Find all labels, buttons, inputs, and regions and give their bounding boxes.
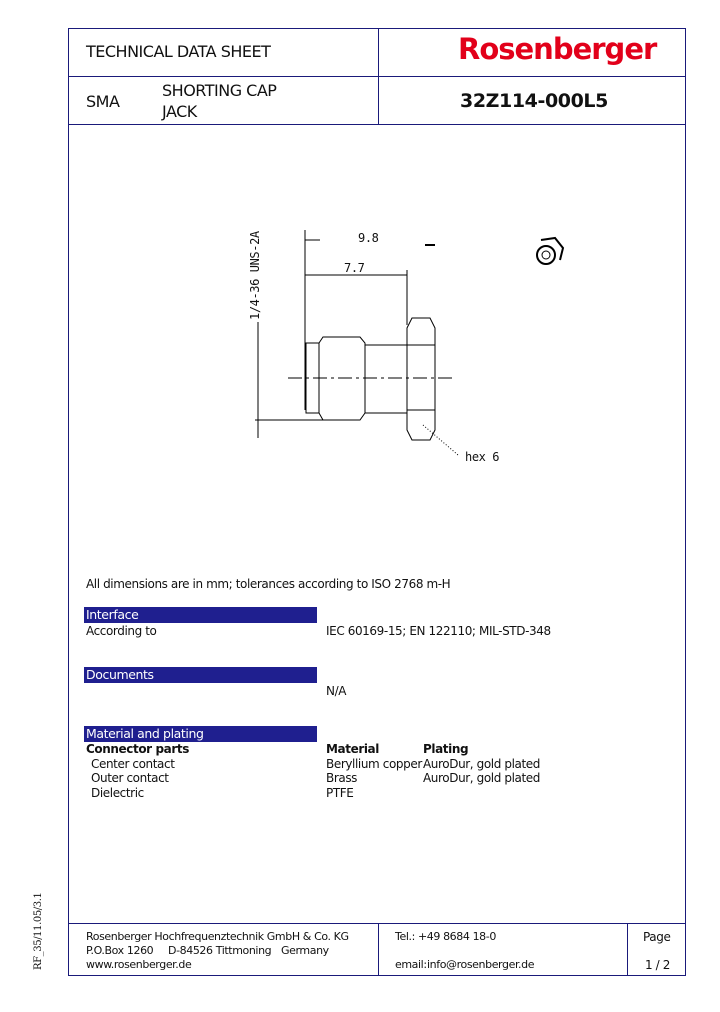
- brand-logo: Rosenberger: [458, 32, 657, 66]
- part-name: Dielectric: [91, 786, 144, 800]
- series: SMA: [86, 92, 120, 111]
- part-name: Center contact: [91, 757, 175, 771]
- telephone: Tel.: +49 8684 18-0: [395, 930, 496, 943]
- sheet-frame: [68, 28, 686, 976]
- col-plating: Plating: [423, 742, 469, 756]
- country: Germany: [281, 944, 329, 957]
- product-name-line2: JACK: [162, 102, 197, 121]
- section-documents: Documents: [84, 667, 317, 683]
- part-plating: AuroDur, gold plated: [423, 771, 540, 785]
- company-name: Rosenberger Hochfrequenztechnik GmbH & Co. KG: [86, 930, 349, 943]
- hex-size: hex 6: [465, 450, 500, 464]
- dim-overall-length: 9.8: [358, 231, 379, 245]
- side-reference: RF_35/11.05/3.1: [33, 892, 44, 970]
- city: D-84526 Tittmoning: [168, 944, 272, 957]
- part-name: Outer contact: [91, 771, 169, 785]
- col-material: Material: [326, 742, 379, 756]
- email-label: email:: [395, 958, 427, 971]
- po-box: P.O.Box 1260: [86, 944, 154, 957]
- part-number: 32Z114-000L5: [460, 90, 608, 112]
- section-interface: Interface: [84, 607, 317, 623]
- page-label: Page: [643, 930, 671, 944]
- section-material: Material and plating: [84, 726, 317, 742]
- dim-body-length: 7.7: [344, 261, 365, 275]
- part-material: PTFE: [326, 786, 354, 800]
- tolerance-note: All dimensions are in mm; tolerances according to ISO 2768 m-H: [86, 577, 451, 591]
- page-number: 1 / 2: [645, 958, 670, 972]
- part-plating: AuroDur, gold plated: [423, 757, 540, 771]
- part-material: Brass: [326, 771, 358, 785]
- interface-label: According to: [86, 624, 157, 638]
- part-material: Beryllium copper: [326, 757, 422, 771]
- thread-spec: 1/4-36 UNS-2A: [248, 231, 262, 320]
- col-parts: Connector parts: [86, 742, 189, 756]
- technical-drawing: [250, 210, 590, 470]
- doc-title: TECHNICAL DATA SHEET: [86, 42, 271, 61]
- interface-value: IEC 60169-15; EN 122110; MIL-STD-348: [326, 624, 551, 638]
- product-name-line1: SHORTING CAP: [162, 81, 277, 100]
- website-link[interactable]: www.rosenberger.de: [86, 958, 192, 971]
- email-link[interactable]: info@rosenberger.de: [427, 958, 535, 971]
- documents-value: N/A: [326, 684, 347, 698]
